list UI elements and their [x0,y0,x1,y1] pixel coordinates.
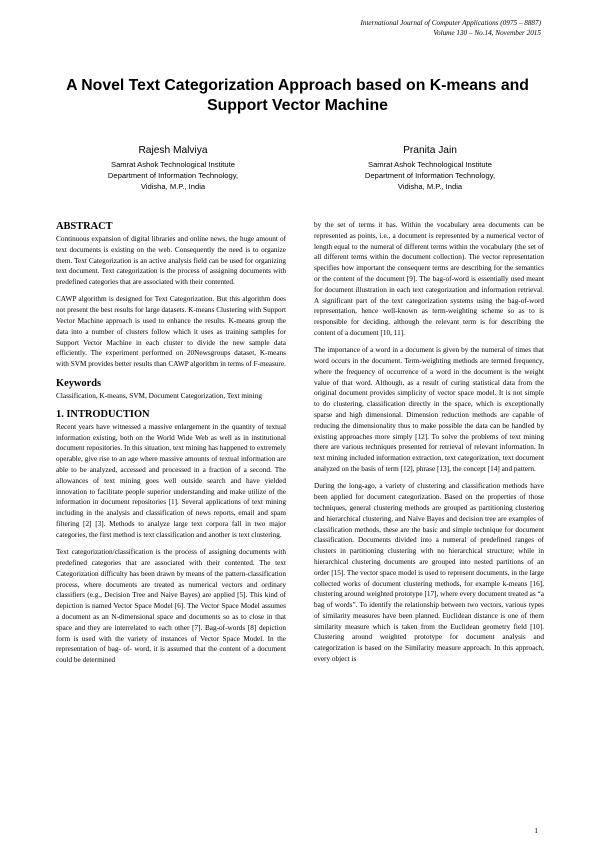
abstract-paragraph: Continuous expansion of digital libraries and online news, the huge amount of text documents is existing on the web. Consequently the need is to organize them. Text Categorization is an active analysis field can be used for organizing text document. Text categorization is the process of assigning documents with predefined categories that are associated with their contented. [56,235,286,287]
journal-header [360,19,541,38]
author-block-2 [305,144,555,192]
introduction-heading: 1. INTRODUCTION [56,408,150,420]
page-number: 1 [534,826,538,835]
keywords-text: Classification, K-means, SVM, Document Categorization, Text mining [56,391,262,400]
body-paragraph: During the long-ago, a variety of clustering and classification methods have been applied for document categorization. Based on the properties of those techniques, general clustering methods are grouped as partitioning clustering and hierarchical clustering, and Naïve Bayes and decision tree are examples of classification methods, these are the basic and simple technique for document classification. Documents divided into a numeral of predefined ranges of clusters in partitioning clustering with no hierarchical structure; while in hierarchical clustering documents are grouped into nested partitions of an order [15]. The vector space model is used to represent documents, in the large collected works of document clustering methods, for example k-means [16], clustering around weighted prototype [17], where every document treated as “a bag of words”. To identify the relationship between two vectors, various types of similarity measures have been planned. Euclidean distance is one of them similarity measure which is taken from the Euclidean geometry field [10]. Clustering around weighted prototype for document analysis and categorization is based on the Similarity measure approach. In this approach, every object is [314,482,544,664]
right-column [314,220,544,671]
author-department: Department of Information Technology, [107,171,239,180]
author-affiliation: Samrat Ashok Technological Institute [368,160,492,169]
abstract-paragraph: CAWP algorithm is designed for Text Categorization. But this algorithm does not present the best results for large datasets. K-means Clustering with Support Vector Machine approach is used to enhance the results. K-means group the data into a number of clusters follow which it uses as training samples for Support Vector Machine in each cluster to divide the new sample data efficiently. The experiment performed on 20Newsgroups dataset, K-means with SVM provides better results than CAWP algorithm in terms of F-measure. [56,295,286,369]
author-name: Rajesh Malviya [138,145,208,156]
abstract-heading: ABSTRACT [56,221,113,232]
keywords-heading: Keywords [56,377,102,389]
author-name: Pranita Jain [403,145,457,156]
paper-title: A Novel Text Categorization Approach based on K-means and Support Vector Machine [66,77,529,114]
body-paragraph: Recent years have witnessed a massive enlargement in the quantity of textual information existing, both on the World Wide Web as well as in institutional document repositories. In this situation, text mining has happened to extremely operable, give rise to an age where massive amounts of textual information are able to be analyzed, accessed and processed in a fraction of a second. The allowances of text mining goes well outside search and have yielded innovation to facilitate people superior understanding and make utilize of the information in document repositories [1]. Several applications of text mining including in the analysis and classification of news reports, email and spam filtering [2] [3]. Methods to analyze large text corpora fall in two major categories, the first method is text classification and another is text clustering. [56,422,286,539]
author-department: Department of Information Technology, [364,171,496,180]
body-paragraph: by the set of terms it has. Within the vocabulary area documents can be represented as points, i.e., a document is represented by a numerical vector of length equal to the numeral of different terms within the vocabulary (the set of all different terms within the document collection). The vector representation specifies how important the consequent terms are describing for the semantics or the content of the document [9]. The bag-of-word is essentially used meant for document illustration in each text categorization and information retrieval. A significant part of the text categorization systems using the bag-of-word representation, hence well-known as term-weighting scheme so as to is responsible for deciding, although the relevant term is for describing the content of a document [10, 11]. [314,221,544,337]
author-location: Vidisha, M.P., India [397,182,463,191]
author-affiliation: Samrat Ashok Technological Institute [111,160,235,169]
author-block-1 [48,144,298,192]
body-paragraph: The importance of a word in a document is given by the numeral of times that word occurs in the document. Term-weighting methods are termed frequency, where the frequency of occurrence of a word in the document is the weight value of that word. Although, as a result of curing statistical data from the original document provides simplicity of vector space model. It is not simple to do clustering, classification directly in the space, which is exceptionally sparse and high dimensional. Dimension reduction methods are capable of reducing the dimensionality thus to make possible the data can be handled by existing approaches more simply [12]. To solve the problems of text mining there are various techniques presented for retrieval of relevant information. In text mining included information extraction, text categorization, text document analyzed on the basis of term [12], phrase [13], the concept [14] and pattern. [314,346,544,474]
journal-name: International Journal of Computer Applications (0975 – 8887) [360,19,541,27]
left-column [56,220,286,672]
journal-volume: Volume 130 – No.14, November 2015 [433,28,541,37]
author-location: Vidisha, M.P., India [140,182,206,191]
body-paragraph: Text categorization/classification is the process of assigning documents with predefined categories that are associated with their contented. The text Categorization difficulty has been drawn by means of the pattern-classification process, where documents are treated as numerical vectors and ordinary classifiers (e.g., Decision Tree and Naive Bayes) are applied [5]. This kind of depiction is named Vector Space Model [6]. The Vector Space Model assumes a document as an N-dimensional space and documents so as to close in that space and they are interrelated to each other [7]. Bag-of-words [8] depiction form is used with the variety of instances of Vector Space Model. In the representation of bag- of- word, it is assumed that the content of a document could be determined [56,548,286,665]
